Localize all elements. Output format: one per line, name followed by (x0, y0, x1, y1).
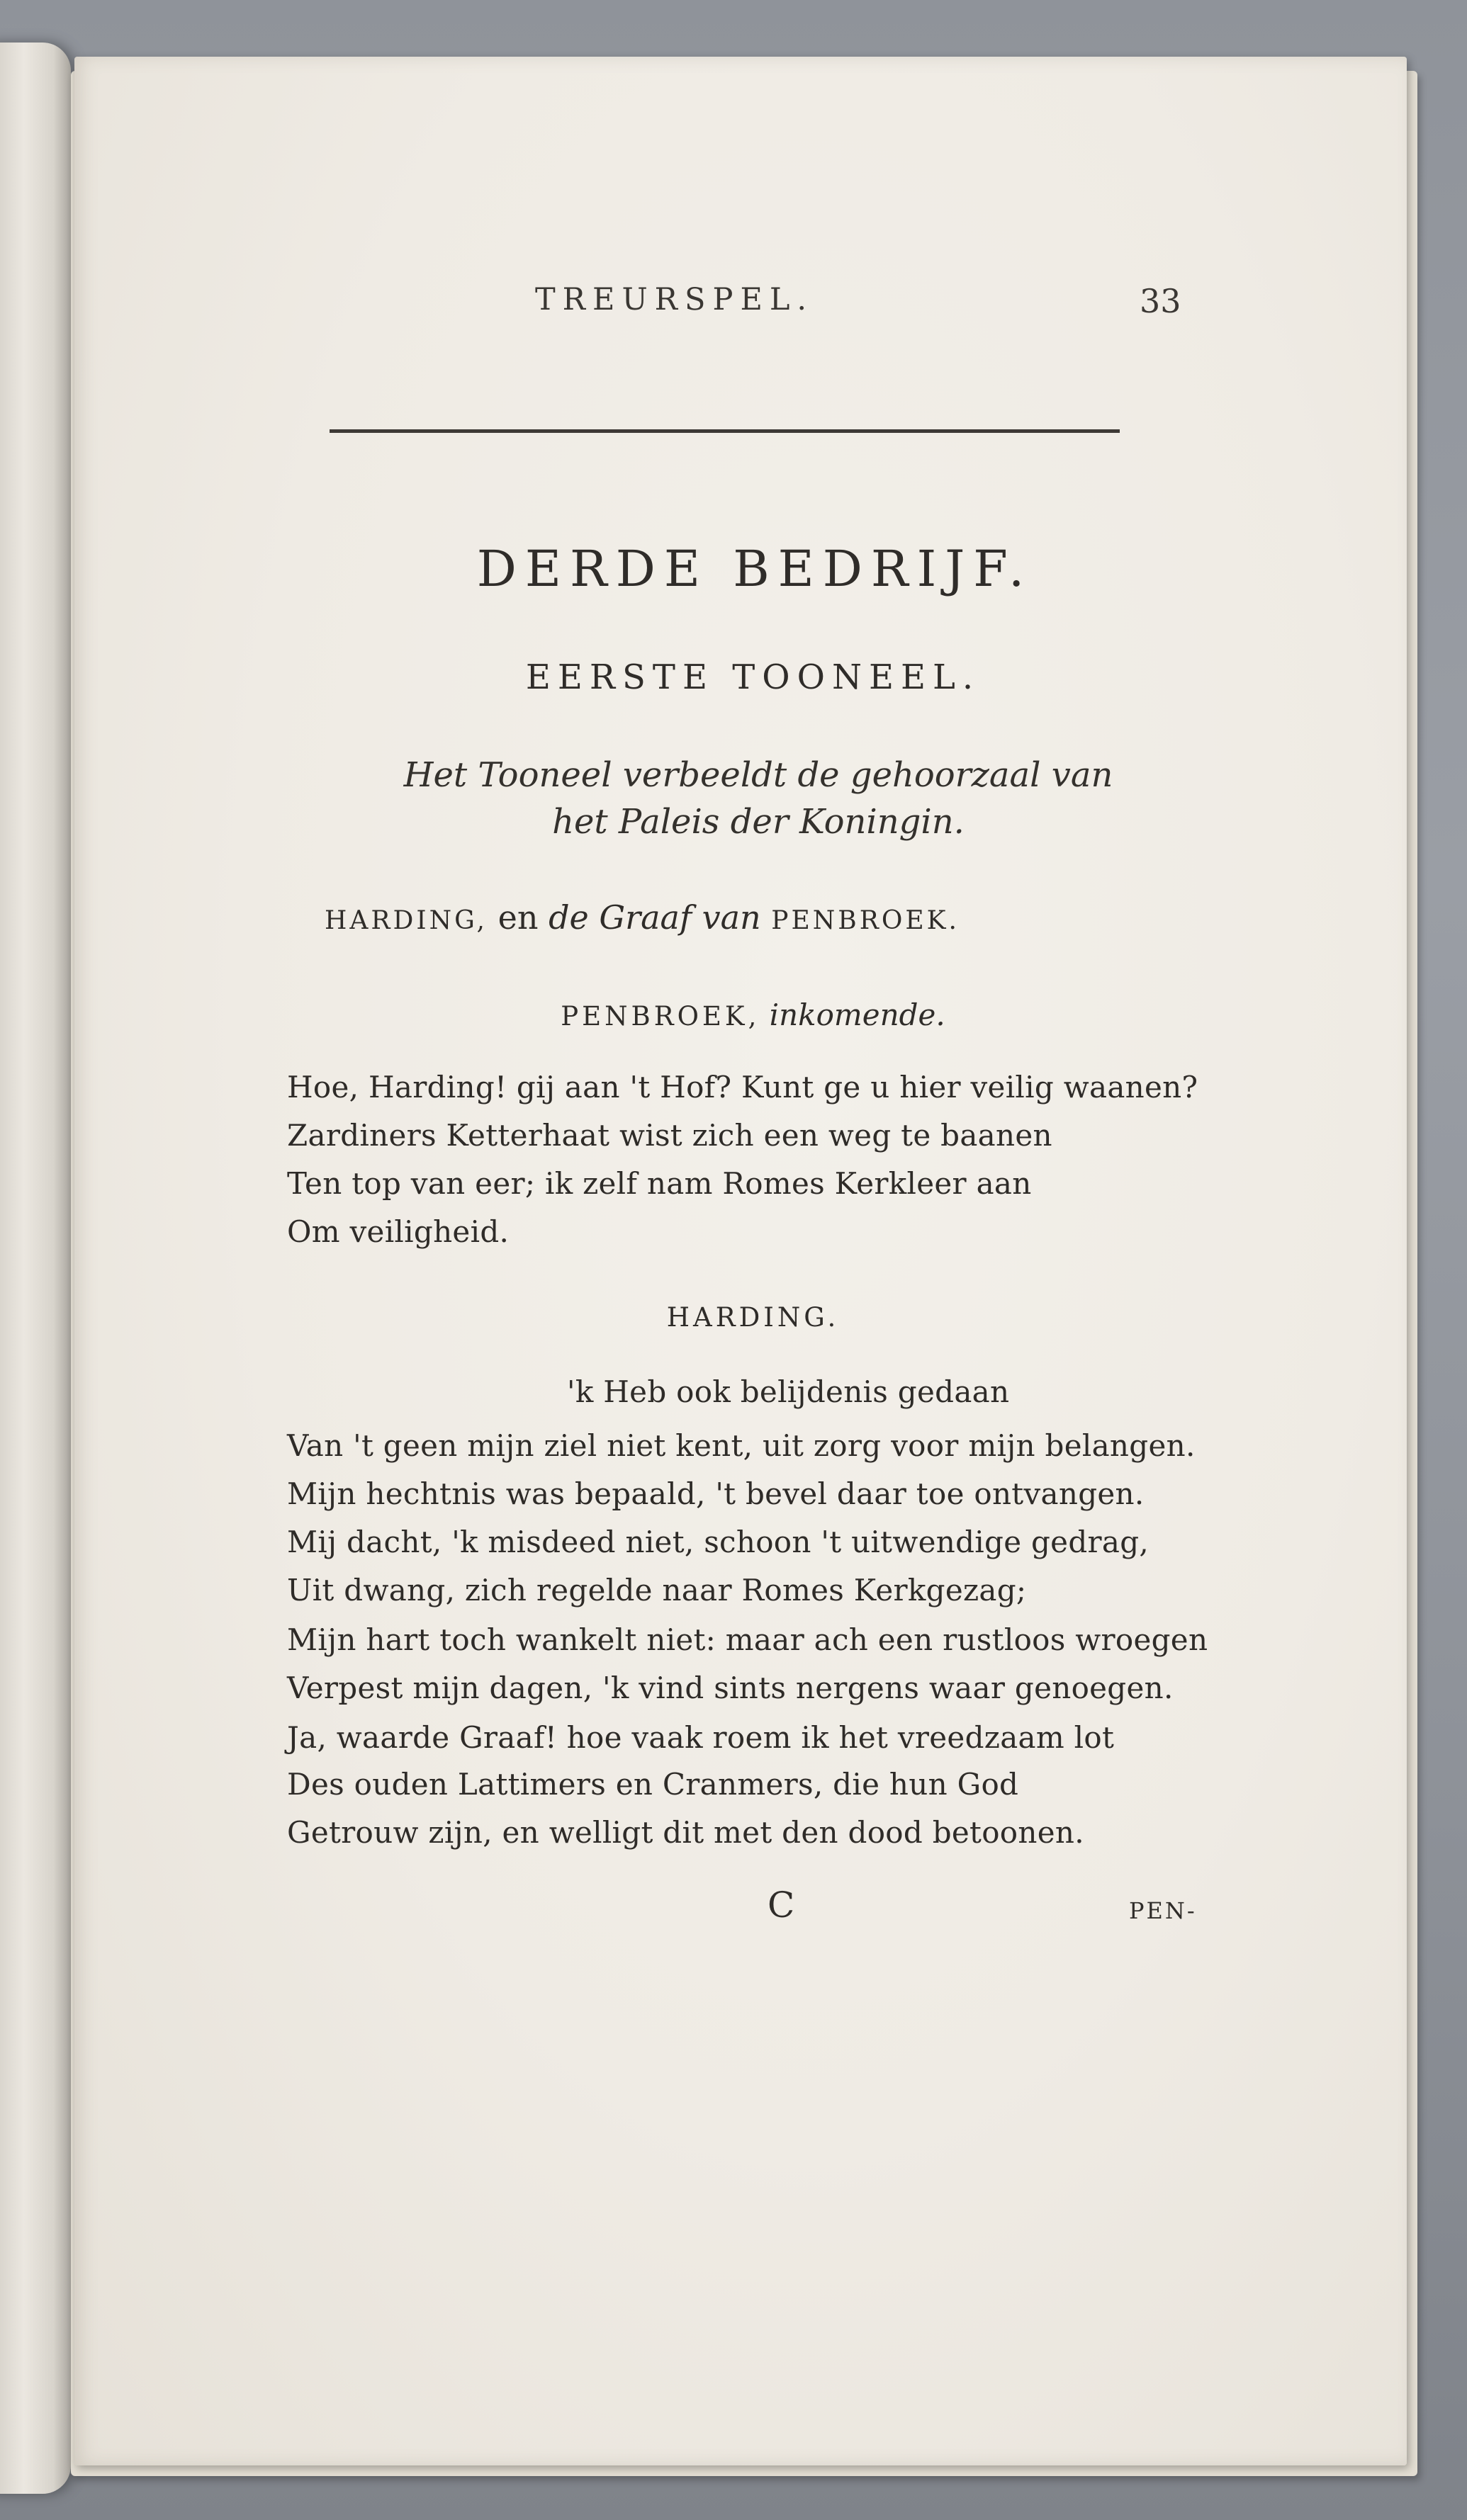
speaker-direction: inkomende. (760, 998, 945, 1032)
act-title: DERDE BEDRIJF. (476, 540, 1033, 598)
verse-line: 'k Heb ook belijdenis gedaan (567, 1374, 1010, 1409)
page-number: 33 (1140, 282, 1181, 320)
catchword: PEN- (1129, 1897, 1197, 1924)
verse-line: Mij dacht, 'k misdeed niet, schoon 't uitwendige gedrag, (287, 1525, 1150, 1559)
verse-line: Ja, waarde Graaf! hoe vaak roem ik het vreedzaam lot (287, 1720, 1115, 1755)
verse-line: Uit dwang, zich regelde naar Romes Kerkgezag; (287, 1573, 1027, 1608)
show-through-text (340, 496, 349, 525)
cast-harding: HARDING, (325, 906, 488, 935)
cast-conjunction: en (488, 898, 549, 937)
speaker-heading (0, 998, 1467, 1032)
cast-list (325, 898, 960, 937)
header-rule (330, 429, 1120, 433)
verse-line: Hoe, Harding! gij aan 't Hof? Kunt ge u hier veilig waanen? (287, 1070, 1198, 1104)
verse-line: Mijn hart toch wankelt niet: maar ach een rustloos wroegen (287, 1622, 1208, 1657)
speaker-heading (0, 1302, 1467, 1333)
verse-line: Getrouw zijn, en welligt dit met den dood betoonen. (287, 1815, 1084, 1850)
verse-line: Van 't geen mijn ziel niet kent, uit zorg voor mijn belangen. (287, 1428, 1196, 1463)
verse-line: Ten top van eer; ik zelf nam Romes Kerkleer aan (287, 1166, 1032, 1201)
cast-de-graaf-van: de Graaf van (549, 898, 772, 937)
signature-mark: C (768, 1885, 795, 1926)
speaker-name: HARDING. (666, 1302, 840, 1333)
verse-line: Des ouden Lattimers en Cranmers, die hun God (287, 1767, 1019, 1802)
book-page (74, 57, 1407, 2465)
stage-direction-line: Het Tooneel verbeeldt de gehoorzaal van (403, 755, 1113, 795)
running-head: TREURSPEL. (535, 282, 814, 317)
verse-line: Om veiligheid. (287, 1214, 510, 1249)
scene-title: EERSTE TOONEEL. (525, 657, 981, 697)
speaker-name: PENBROEK, (561, 1001, 760, 1032)
facing-page-edge (0, 43, 71, 2494)
verse-line: Verpest mijn dagen, 'k vind sints nergens waar genoegen. (287, 1671, 1174, 1705)
stage-direction-line: het Paleis der Koningin. (552, 802, 965, 842)
cast-penbroek: PENBROEK. (771, 906, 960, 935)
verse-line: Zardiners Ketterhaat wist zich een weg te baanen (287, 1118, 1052, 1153)
verse-line: Mijn hechtnis was bepaald, 't bevel daar toe ontvangen. (287, 1476, 1145, 1511)
